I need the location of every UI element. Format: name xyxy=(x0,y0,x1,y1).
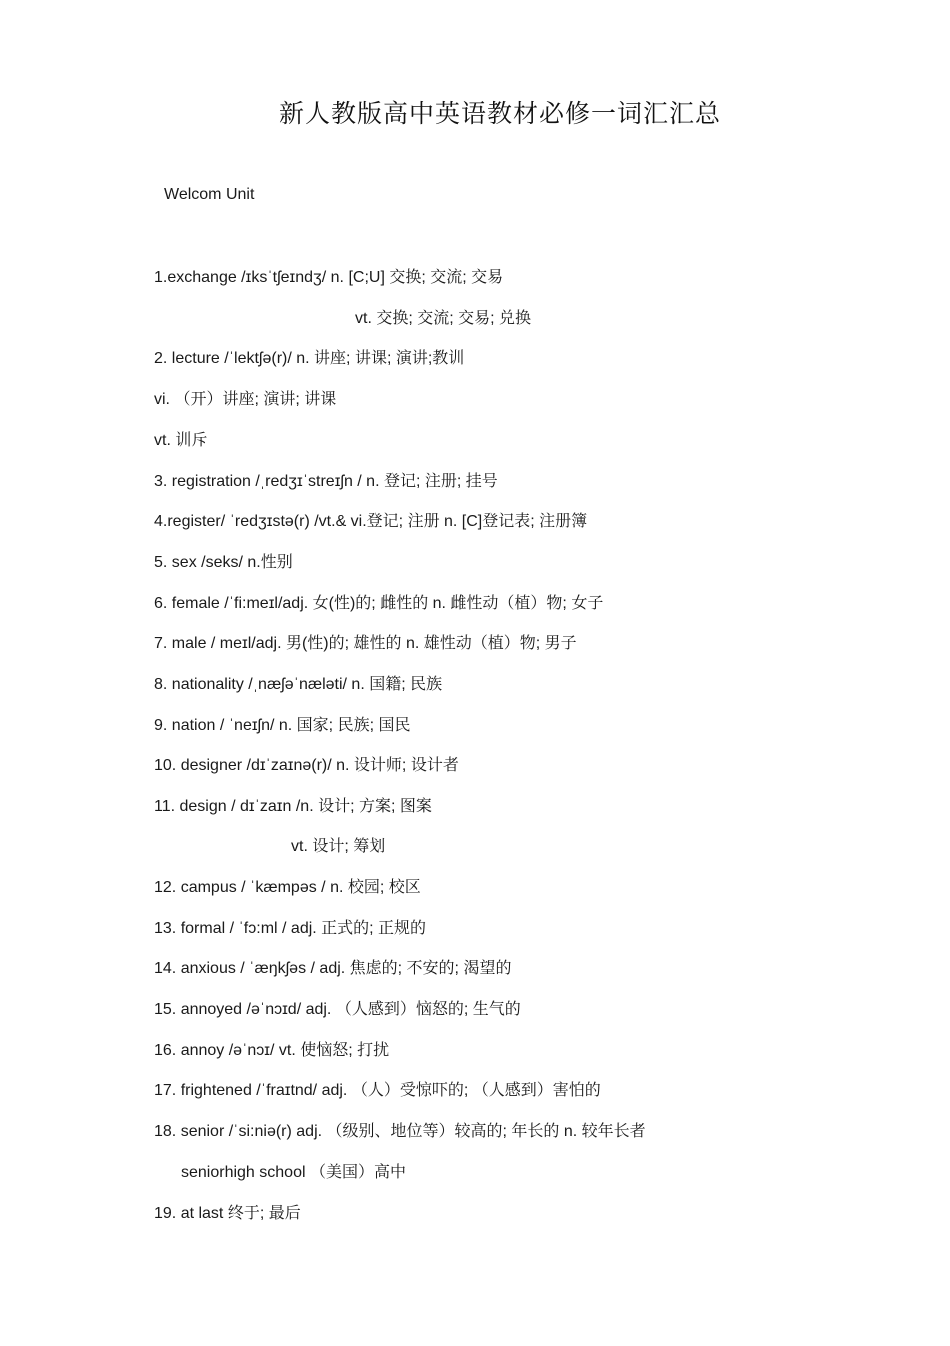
vocab-entry-design: 11. design / dɪˈzaɪn /n. 设计; 方案; 图案 xyxy=(154,798,432,815)
vocab-entry-male: 7. male / meɪl/adj. 男(性)的; 雄性的 n. 雄性动（植）物; 男子 xyxy=(154,635,577,652)
vocab-entry-exchange: 1.exchange /ɪksˈtʃeɪndʒ/ n. [C;U] 交换; 交流; 交易 xyxy=(154,269,504,286)
vocab-entry-frightened: 17. frightened /ˈfraɪtnd/ adj. （人）受惊吓的; （人感到）害怕的 xyxy=(154,1082,601,1099)
vocab-sense-design-vt: vt. 设计; 筹划 xyxy=(291,838,386,855)
vocab-entry-formal: 13. formal / ˈfɔ:ml / adj. 正式的; 正规的 xyxy=(154,920,427,937)
vocab-entry-at-last: 19. at last 终于; 最后 xyxy=(154,1205,301,1222)
vocab-phrase-senior-high-school: seniorhigh school （美国）高中 xyxy=(181,1164,406,1181)
vocab-entry-sex: 5. sex /seks/ n.性别 xyxy=(154,554,293,571)
vocab-entry-lecture: 2. lecture /ˈlektʃə(r)/ n. 讲座; 讲课; 演讲;教训 xyxy=(154,350,465,367)
vocab-entry-senior: 18. senior /ˈsi:niə(r) adj. （级别、地位等）较高的; 年长的 n. 较年长者 xyxy=(154,1123,646,1140)
vocab-entry-registration: 3. registration /ˌredʒɪˈstreɪʃn / n. 登记; 注册; 挂号 xyxy=(154,473,498,490)
vocab-entry-nation: 9. nation / ˈneɪʃn/ n. 国家; 民族; 国民 xyxy=(154,717,411,734)
vocab-sense-lecture-vt: vt. 训斥 xyxy=(154,432,208,449)
vocab-entry-anxious: 14. anxious / ˈæŋkʃəs / adj. 焦虑的; 不安的; 渴望的 xyxy=(154,960,512,977)
document-title: 新人教版高中英语教材必修一词汇汇总 xyxy=(278,99,721,128)
vocab-entry-annoyed: 15. annoyed /əˈnɔɪd/ adj. （人感到）恼怒的; 生气的 xyxy=(154,1001,521,1018)
unit-heading: Welcom Unit xyxy=(164,186,255,203)
vocab-entry-annoy: 16. annoy /əˈnɔɪ/ vt. 使恼怒; 打扰 xyxy=(154,1042,390,1059)
vocab-entry-register: 4.register/ ˈredʒɪstə(r) /vt.& vi.登记; 注册 n. [C]登记表; 注册簿 xyxy=(154,513,588,530)
vocab-entry-campus: 12. campus / ˈkæmpəs / n. 校园; 校区 xyxy=(154,879,421,896)
vocab-sense-exchange-vt: vt. 交换; 交流; 交易; 兑换 xyxy=(355,310,532,327)
vocab-entry-designer: 10. designer /dɪˈzaɪnə(r)/ n. 设计师; 设计者 xyxy=(154,757,459,774)
vocab-entry-female: 6. female /ˈfi:meɪl/adj. 女(性)的; 雌性的 n. 雌性动（植）物; 女子 xyxy=(154,595,604,612)
vocab-entry-nationality: 8. nationality /ˌnæʃəˈnæləti/ n. 国籍; 民族 xyxy=(154,676,443,693)
vocab-sense-lecture-vi: vi. （开）讲座; 演讲; 讲课 xyxy=(154,391,337,408)
